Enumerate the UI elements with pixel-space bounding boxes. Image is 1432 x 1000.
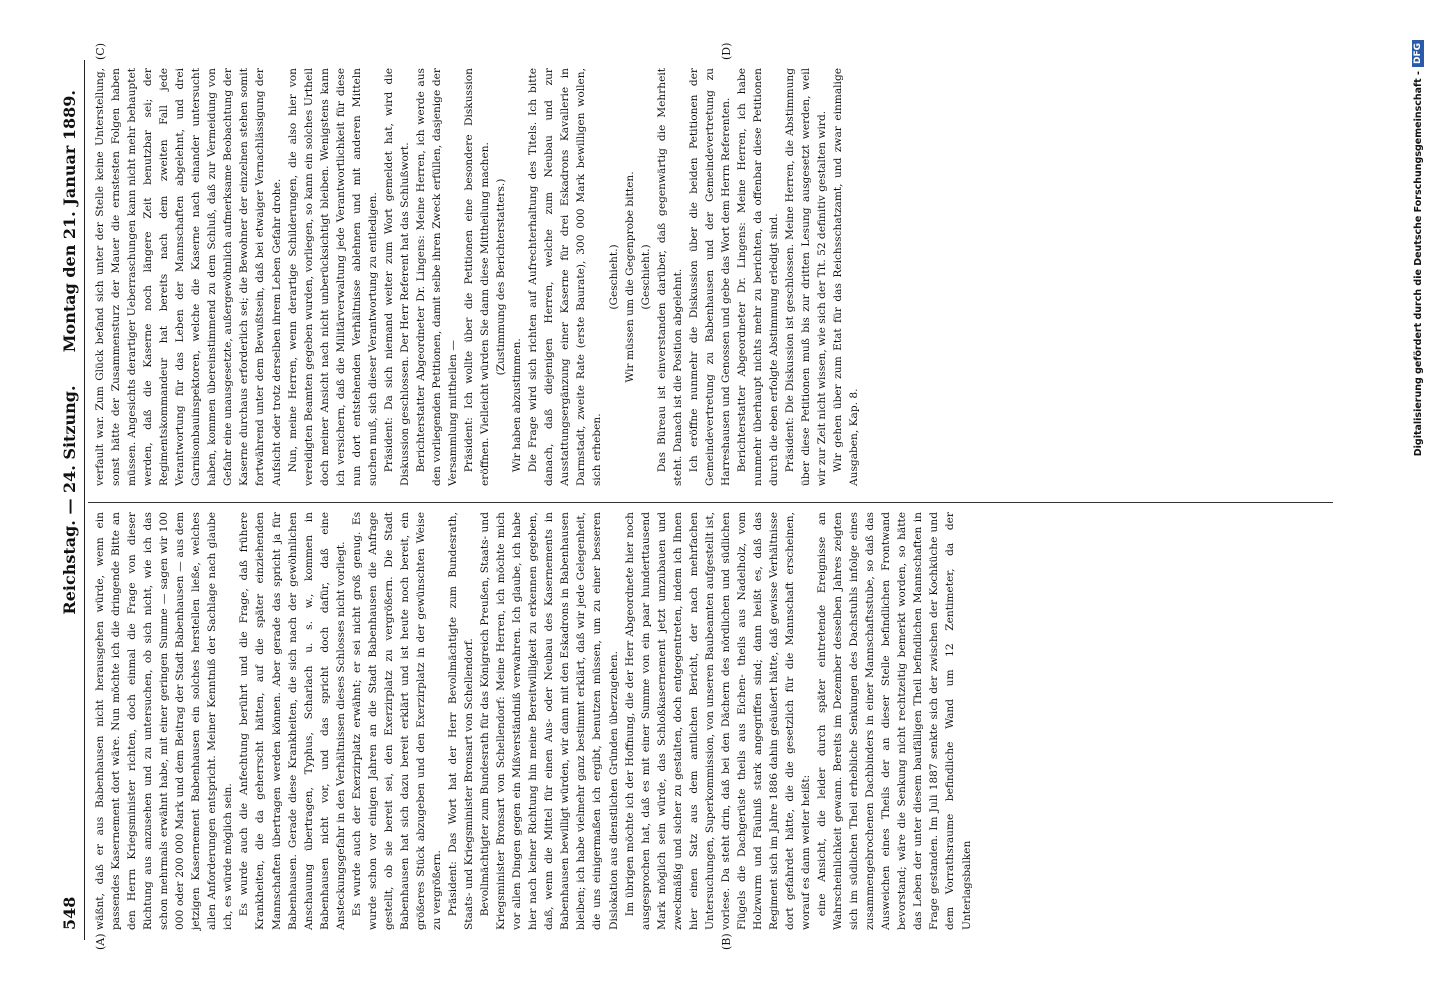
paragraph: Berichterstatter Abgeordneter Dr. Lingens: Meine Herren, ich habe nunmehr überhaupt nichts mehr zu berichten, da offenbar diese Petitionen durch die eben erfolgte Abstimmung erledigt sind. (735, 68, 780, 486)
paragraph: Im übrigen möchte ich der Hoffnung, die der Herr Abgeordnete hier noch ausgesprochen hat, daß es mit einer Summe von ein paar hunderttausend Mark möglich sein würde, das Schloßkasernement jetzt umzubauen und zweckmäßig und sicher zu gestalten, doch entgegentreten, indem ich Ihnen hier einen Satz aus dem amtlichen Bericht, der nach mehrfachen Untersuchungen, Superkommission, von unseren Baubeamten aufgestellt ist, vorlese. Da steht drin, daß bei den Dächern des nördlichen und südlichen Flügels die Dachgerüste theils aus Eichen- theils aus Nadelholz, vom Holzwurm und Fäulniß stark angegriffen sind; dann heißt es, daß das Regiment sich im Jahre 1886 dahin geäußert hätte, daß gewisse Verhältnisse dort gefahrdet hätte, die die gesetzlich für die Mannschaft erscheinen, worauf es dann weiter heißt: (623, 512, 813, 930)
stage-direction: (Geschieht.) (607, 244, 620, 310)
margin-marker-b: (B) (720, 933, 733, 950)
margin-marker-a: (A) (94, 933, 107, 950)
paragraph: Die Frage wird sich richten auf Aufrechterhaltung des Titels. Ich bitte danach, daß diejenigen Herren, welche zum Neubau und zur Ausstattungsergänzung einer Kaserne für drei Eskadrons Kavallerie in Darmstadt, zweite Rate (erste Baurate), 300 000 Mark bewilligen wollen, sich erheben. (527, 68, 604, 486)
dfg-logo: DFG (1412, 40, 1424, 67)
column-divider (88, 502, 1333, 503)
paragraph: Wir müssen um die Gegenprobe bitten. (623, 171, 636, 383)
margin-marker-c: (C) (94, 43, 107, 60)
paragraph: Es wurde auch der Exerzirplatz erwähnt; er sei nicht groß genug. Es wurde schon vor einigen Jahren an die Stadt Babenhausen die Anfrage gestellt, ob sie bereit sei, den Exerzirplatz zu vergrößern. Die Stadt Babenhausen hat sich dazu bereit erklärt und ist heute noch bereit, ein größeres Stück abzugeben und den Exerzirplatz in der gewünschten Weise zu vergrößern. (350, 512, 443, 930)
header-rule (84, 60, 85, 940)
paragraph: Wir haben abzustimmen. (511, 338, 524, 473)
paragraph: Berichterstatter Abgeordneter Dr. Lingens: Meine Herren, ich werde aus den vorliegenden Petitionen, damit selbe ihren Zweck erfüllen, dasjenige der Versammlung mittheilen — (414, 68, 460, 486)
paragraph: Das Büreau ist einverstanden darüber, daß gegenwärtig die Mehrheit steht. Danach ist die Position abgelehnt. (655, 68, 684, 486)
paragraph: Wir gehen über zum Etat für das Reichsschatzamt, und zwar einmalige Ausgaben, Kap. 8. (832, 68, 861, 486)
page-number: 548 (60, 896, 79, 930)
credit-text: Digitalisierung gefördert durch die Deutsche Forschungsgemeinschaft - (1412, 71, 1424, 457)
session-date: Montag den 21. Januar 1889. (60, 90, 79, 353)
paragraph: eine Ansicht, die leider durch später eintretende Ereignisse an Wahrscheinlichkeit gewann. Bereits im Dezember desselben Jahres zeigten sich im südlichen Theil erhebliche Senkungen des Dachstuhls infolge eines zusammengebrochenen Dachbinders in einer Mannschaftsstube, so daß das Ausweichen eines Theils der an dieser Stelle befindlichen Frontwand bevorstand; wäre die Senkung nicht rechtzeitig bemerkt worden, so hätte das Leben der unter diesem baufälligen Theil befindlichen Mannschaften in Frage gestanden. Im Juli 1887 senkte sich der zwischen der Kochküche und dem Vorrathsraume befindliche Wand um 12 Zentimeter, da der Unterlagsbalken (816, 512, 973, 930)
left-column (92, 512, 975, 930)
paragraph: Präsident: Ich wollte über die Petitionen eine besondere Diskussion eröffnen. Vielleicht würden Sie dann diese Mittheilung machen. (463, 68, 492, 486)
stage-direction: (Geschieht.) (639, 244, 652, 310)
paragraph: Nun, meine Herren, wenn derartige Schilderungen, die also hier von vereidigten Beamten gegeben wurden, vorliegen, so kann ein solches Urtheil doch meiner Ansicht nach nicht unberücksichtigt bleiben. Wenigstens kann ich versichern, daß die Militärverwaltung jede Verantwortlichkeit für diese nun dort entstehenden Verhältnisse ablehnen und mit anderen Mitteln suchen muß, sich dieser Verantwortung zu entledigen. (286, 68, 379, 486)
paragraph: Präsident: Die Diskussion ist geschlossen. Meine Herren, die Abstimmung über diese Petitionen muß bis zur dritten Lesung ausgesetzt werden, weil wir zur Zeit nicht wissen, wie sich der Tit. 52 definitiv gestalten wird. (784, 68, 829, 486)
paragraph: Präsident: Da sich niemand weiter zum Wort gemeldet hat, wird die Diskussion geschlossen. Der Herr Referent hat das Schlußwort. (382, 68, 411, 486)
paragraph: Es wurde auch die Anfechtung berührt und die Frage, daß frühere Krankheiten, die da geherrscht hätten, auf die später einziehenden Mannschaften übertragen werden können. Aber gerade das spricht ja für Babenhausen. Gerade diese Krankheiten, die sich nach der gewöhnlichen Anschauung übertragen, Typhus, Scharlach u. s. w., kommen in Babenhausen nicht vor, und das spricht doch dafür, daß eine Ansteckungsgefahr in den Verhältnissen dieses Schlosses nicht vorliegt. (238, 512, 347, 930)
paragraph: Bevollmächtigter zum Bundesrath für das Königreich Preußen, Staats- und Kriegsminister Bronsart von Schellendorf: Meine Herren, ich möchte mich vor allen Dingen gegen ein Mißverständniß verwahren. Ich glaube, ich habe hier nach keiner Richtung hin meine Bereitwilligkeit zu erkennen gegeben, daß, wenn die Mittel für einen Aus- oder Neubau des Kasernements in Babenhausen bewilligt würden, wir dann mit den Eskadrons in Babenhausen bleiben; ich habe vielmehr ganz bestimmt erklärt, daß wir jede Gelegenheit, die uns einigermaßen ich ergibt, benutzen müssen, um zu einer besseren Dislokation aus dienstlichen Gründen überzugehen. (479, 512, 620, 930)
paragraph: verfault war. Zum Glück befand sich unter der Stelle keine Unterstellung, sonst hätte der Zusammensturz der Mauer die ernstesten Folgen haben müssen. Angesichts derartiger Ueberraschungen kann nicht mehr behauptet werden, daß die Kaserne noch längere Zeit benutzbar sei; der Regimentskommandeur hat bereits nach dem zweiten Fall jede Verantwortung für das Leben der Mannschaften abgelehnt, und drei Garnisonbauinspektoren, welche die Kaserne nach einander untersucht haben, kommen übereinstimmend zu dem Schluß, daß zur Vermeidung von Gefahr eine unausgesetzte, außergewöhnlich aufmerksame Beobachtung der Kaserne durchaus erforderlich sei; die Bewohner der einzelnen stehen somit fortwährend unter dem Bewußtsein, daß bei etwaiger Vernachlässigung der Aufsicht oder trotz derselben ihrem Leben Gefahr drohe. (94, 68, 283, 486)
paragraph: Ich eröffne nunmehr die Diskussion über die beiden Petitionen der Gemeindevertretung zu Babenhausen und der Gemeindevertretung zu Harreshausen und Genossen und gebe das Wort dem Herrn Referenten. (687, 68, 732, 486)
digitization-credit (1412, 40, 1424, 456)
paragraph: Präsident: Das Wort hat der Herr Bevollmächtigte zum Bundesrath, Staats- und Kriegsminister Bronsart von Schellendorf. (447, 512, 476, 930)
session-title: Reichstag. — 24. Sitzung. (60, 385, 79, 615)
stage-direction: (Zustimmung des Berichterstatters.) (495, 178, 508, 376)
paragraph: wäßnt, daß er aus Babenhausen nicht herausgehen würde, wenn ein passendes Kasernement dort wäre. Nun möchte ich die dringende Bitte an den Herrn Kriegsminister richten, doch einmal die Frage von dieser Richtung aus anzusehen und zu untersuchen, ob sich nicht, wie ich das schon mehrmals erwähnt habe, mit einer geringen Summe — sagen wir 100 000 oder 200 000 Mark und dem Beitrag der Stadt Babenhausen — aus dem jetzigen Kasernement Babenhausen ein solches herstellen ließe, welches allen Anforderungen entspricht. Meiner Kenntniß der Sachlage nach glaube ich, es würde möglich sein. (94, 512, 235, 930)
margin-marker-d: (D) (720, 42, 733, 60)
right-column (92, 68, 862, 486)
